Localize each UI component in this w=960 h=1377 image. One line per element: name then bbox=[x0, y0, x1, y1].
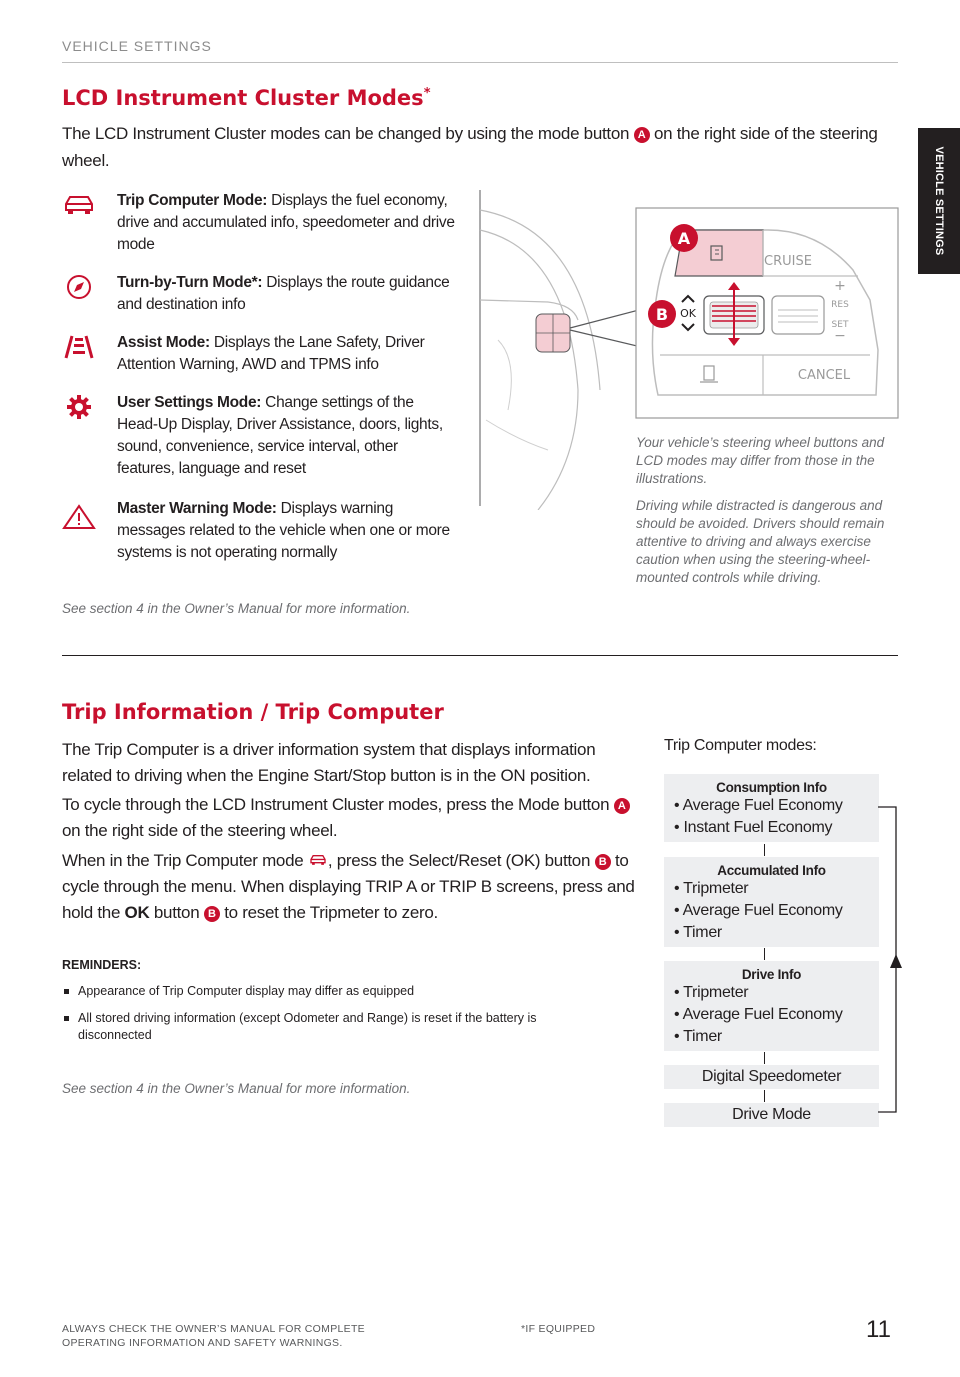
badge-b: B bbox=[204, 906, 220, 922]
trip-see-section: See section 4 in the Owner’s Manual for more information. bbox=[62, 1081, 411, 1096]
mode-desc: Displays the Lane Safety, Driver Attention Warning, AWD and TPMS info bbox=[117, 334, 425, 373]
box-item: • Average Fuel Economy bbox=[674, 902, 843, 919]
lcd-intro bbox=[62, 120, 892, 174]
box-title: Consumption Info bbox=[716, 780, 827, 795]
trip-paragraph-2 bbox=[62, 792, 637, 844]
flow-connector bbox=[764, 948, 765, 960]
ok-text: OK bbox=[124, 903, 150, 922]
box-item: • Timer bbox=[674, 924, 722, 941]
trip-paragraph-3 bbox=[62, 848, 637, 926]
illustration-caption-1: Your vehicle’s steering wheel buttons and LCD modes may differ from those in the illustrations. bbox=[636, 435, 885, 486]
mode-name: Master Warning Mode: bbox=[117, 500, 277, 517]
cruise-label: CRUISE bbox=[764, 254, 812, 269]
footer-if-equipped: *IF EQUIPPED bbox=[521, 1323, 596, 1335]
lcd-section-title bbox=[62, 86, 431, 110]
p3-b: , press the Select/Reset (OK) button bbox=[327, 851, 591, 870]
cycle-return-arrow bbox=[878, 806, 902, 1118]
box-item: • Timer bbox=[674, 1028, 722, 1045]
compass-icon bbox=[62, 274, 96, 300]
side-tab-label: VEHICLE SETTINGS bbox=[933, 146, 945, 256]
lane-icon bbox=[62, 334, 96, 360]
footer-line-1: ALWAYS CHECK THE OWNER’S MANUAL FOR COMPLETE bbox=[62, 1323, 365, 1335]
gear-icon bbox=[62, 394, 96, 420]
box-item: • Average Fuel Economy bbox=[674, 797, 843, 814]
reminder-item: All stored driving information (except Odometer and Range) is reset if the battery is disconnected bbox=[62, 1010, 592, 1044]
trip-paragraph-1: The Trip Computer is a driver information system that displays information related to driving when the Engine Start/Stop button is in the ON position. bbox=[62, 740, 596, 785]
box-title: Drive Info bbox=[741, 967, 802, 982]
footer-line-2: OPERATING INFORMATION AND SAFETY WARNINGS. bbox=[62, 1337, 343, 1349]
header-divider bbox=[62, 62, 898, 63]
box-item: • Instant Fuel Economy bbox=[674, 819, 833, 836]
lcd-title-text: LCD Instrument Cluster Modes bbox=[62, 86, 424, 110]
label-a: A bbox=[677, 229, 691, 248]
p2-after: on the right side of the steering wheel. bbox=[62, 821, 338, 840]
drive-info-box bbox=[664, 961, 879, 1051]
p3-c: to cycle through the menu. When displaying TRIP A or TRIP B screens, press and hold the bbox=[62, 851, 635, 922]
mode-desc: Displays warning messages related to the vehicle when one or more systems is not operating normally bbox=[117, 500, 450, 561]
section-divider bbox=[62, 655, 898, 656]
ok-label: OK bbox=[680, 307, 696, 320]
mode-desc: Displays the route guidance and destination info bbox=[117, 274, 450, 313]
side-tab bbox=[918, 128, 960, 274]
box-item: • Tripmeter bbox=[674, 880, 749, 897]
flow-connector bbox=[764, 1052, 765, 1064]
drive-mode-box bbox=[664, 1103, 879, 1127]
mode-name: User Settings Mode: bbox=[117, 394, 262, 411]
section-label: VEHICLE SETTINGS bbox=[62, 38, 212, 54]
illustration-caption-2: Driving while distracted is dangerous and should be avoided. Drivers should remain attentive to driving and always exercise caution when using the steering-wheel-mounted controls while driving. bbox=[636, 498, 885, 585]
box-title: Accumulated Info bbox=[717, 863, 826, 878]
lcd-title-mark: * bbox=[423, 86, 431, 101]
set-label: SET bbox=[831, 320, 849, 330]
mode-name: Assist Mode: bbox=[117, 334, 210, 351]
flow-connector bbox=[764, 844, 765, 856]
trip-section-title: Trip Information / Trip Computer bbox=[62, 700, 444, 724]
cancel-label: CANCEL bbox=[797, 368, 851, 383]
reminder-item: Appearance of Trip Computer display may differ as equipped bbox=[62, 983, 592, 1000]
res-label: RES bbox=[831, 300, 849, 310]
lcd-see-section: See section 4 in the Owner’s Manual for more information. bbox=[62, 601, 411, 616]
p3-e: to reset the Tripmeter to zero. bbox=[224, 903, 438, 922]
plus-label: + bbox=[834, 278, 846, 294]
flow-connector bbox=[764, 1090, 765, 1102]
badge-b: B bbox=[595, 854, 611, 870]
box-label: Drive Mode bbox=[732, 1106, 811, 1123]
digital-speedometer-box bbox=[664, 1065, 879, 1089]
mode-desc: Change settings of the Head-Up Display, Driver Assistance, doors, lights, sound, convenience, service interval, other features, language and reset bbox=[117, 394, 443, 477]
consumption-info-box bbox=[664, 774, 879, 842]
accumulated-info-box bbox=[664, 857, 879, 947]
car-icon bbox=[308, 853, 328, 867]
label-b: B bbox=[655, 305, 669, 324]
p2-before: To cycle through the LCD Instrument Cluster modes, press the Mode button bbox=[62, 795, 610, 814]
minus-label: − bbox=[834, 328, 846, 344]
mode-desc: Displays the fuel economy, drive and accumulated info, speedometer and drive mode bbox=[117, 192, 455, 253]
box-label: Digital Speedometer bbox=[701, 1068, 842, 1085]
p3-a: When in the Trip Computer mode bbox=[62, 851, 304, 870]
p3-d: button bbox=[153, 903, 200, 922]
lcd-intro-before: The LCD Instrument Cluster modes can be changed by using the mode button bbox=[62, 124, 630, 143]
page-number: 11 bbox=[866, 1316, 891, 1343]
warning-icon bbox=[62, 504, 96, 530]
mode-name: Trip Computer Mode: bbox=[117, 192, 268, 209]
mode-name: Turn-by-Turn Mode*: bbox=[117, 274, 263, 291]
lcd-intro-after: on the right side of the steering wheel. bbox=[62, 124, 878, 170]
box-item: • Tripmeter bbox=[674, 984, 749, 1001]
badge-a: A bbox=[614, 798, 630, 814]
reminders-title: REMINDERS: bbox=[62, 958, 142, 972]
badge-a: A bbox=[634, 127, 650, 143]
footer-disclaimer bbox=[62, 1322, 365, 1350]
car-icon bbox=[62, 192, 96, 218]
box-item: • Average Fuel Economy bbox=[674, 1006, 843, 1023]
trip-modes-label: Trip Computer modes: bbox=[664, 737, 817, 754]
